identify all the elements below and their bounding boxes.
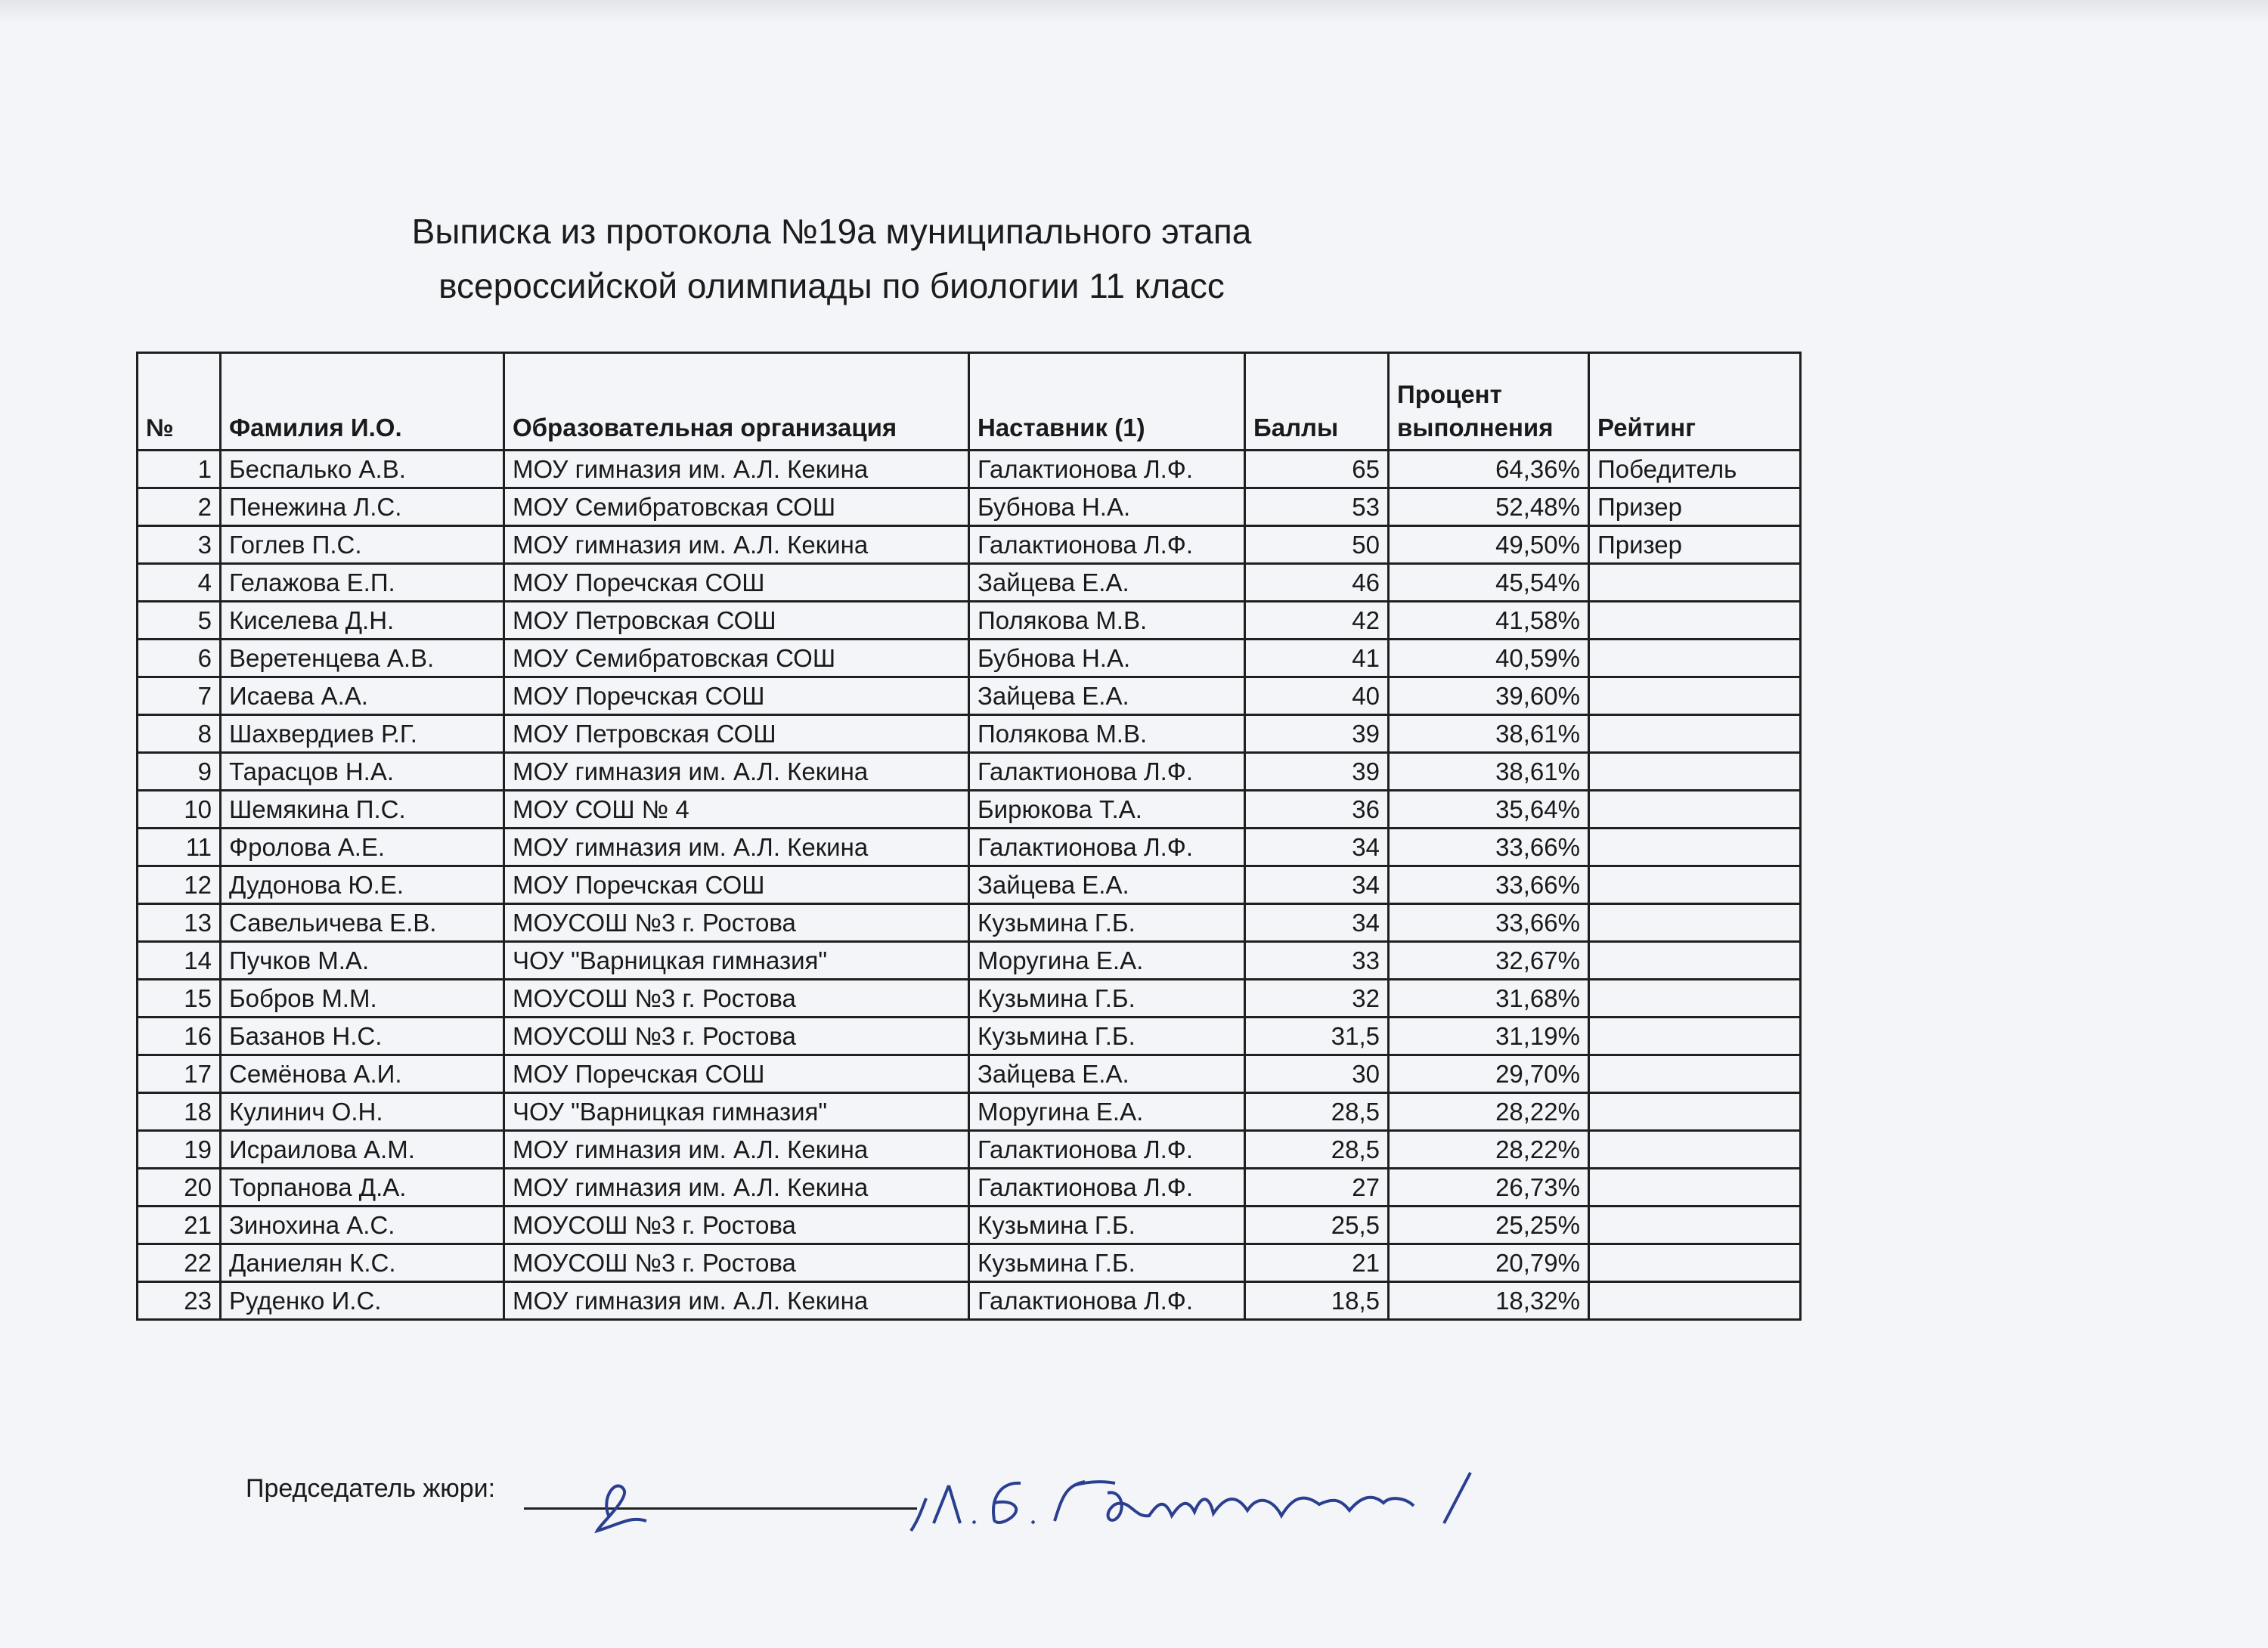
cell-score: 21 <box>1245 1244 1389 1282</box>
cell-mentor: Зайцева Е.А. <box>969 866 1245 904</box>
table-row <box>138 715 1801 753</box>
table-row <box>138 1131 1801 1169</box>
cell-name: Шахвердиев Р.Г. <box>221 715 504 753</box>
cell-num: 18 <box>138 1093 221 1131</box>
cell-mentor: Кузьмина Г.Б. <box>969 1244 1245 1282</box>
cell-name: Фролова А.Е. <box>221 829 504 866</box>
cell-mentor: Галактионова Л.Ф. <box>969 451 1245 488</box>
cell-percent: 26,73% <box>1389 1169 1589 1207</box>
table-row <box>138 866 1801 904</box>
cell-mentor: Моругина Е.А. <box>969 1093 1245 1131</box>
cell-score: 65 <box>1245 451 1389 488</box>
cell-percent: 52,48% <box>1389 488 1589 526</box>
cell-name: Шемякина П.С. <box>221 791 504 829</box>
cell-org: МОУ Поречская СОШ <box>504 866 969 904</box>
cell-percent: 33,66% <box>1389 829 1589 866</box>
cell-rating: Призер <box>1589 526 1801 564</box>
cell-rating <box>1589 1093 1801 1131</box>
cell-org: МОУ гимназия им. А.Л. Кекина <box>504 451 969 488</box>
table-row <box>138 980 1801 1018</box>
header-org: Образовательная организация <box>504 353 969 451</box>
cell-num: 6 <box>138 640 221 677</box>
cell-rating <box>1589 1169 1801 1207</box>
cell-mentor: Галактионова Л.Ф. <box>969 526 1245 564</box>
table-row <box>138 526 1801 564</box>
cell-mentor: Моругина Е.А. <box>969 942 1245 980</box>
handwritten-name <box>246 1451 1531 1542</box>
cell-name: Гоглев П.С. <box>221 526 504 564</box>
table-row <box>138 564 1801 602</box>
cell-rating <box>1589 1244 1801 1282</box>
cell-name: Дудонова Ю.Е. <box>221 866 504 904</box>
cell-rating: Призер <box>1589 488 1801 526</box>
cell-percent: 31,19% <box>1389 1018 1589 1055</box>
cell-org: МОУ гимназия им. А.Л. Кекина <box>504 1131 969 1169</box>
cell-name: Исраилова А.М. <box>221 1131 504 1169</box>
cell-score: 53 <box>1245 488 1389 526</box>
cell-name: Гелажова Е.П. <box>221 564 504 602</box>
signature-block <box>246 1451 1531 1542</box>
cell-org: МОУ Поречская СОШ <box>504 677 969 715</box>
cell-num: 8 <box>138 715 221 753</box>
table-row <box>138 753 1801 791</box>
cell-score: 39 <box>1245 715 1389 753</box>
cell-percent: 20,79% <box>1389 1244 1589 1282</box>
cell-num: 2 <box>138 488 221 526</box>
cell-mentor: Зайцева Е.А. <box>969 1055 1245 1093</box>
header-name: Фамилия И.О. <box>221 353 504 451</box>
table-row <box>138 1244 1801 1282</box>
cell-percent: 38,61% <box>1389 715 1589 753</box>
table-header-row <box>138 353 1801 451</box>
cell-percent: 64,36% <box>1389 451 1589 488</box>
cell-mentor: Галактионова Л.Ф. <box>969 1282 1245 1320</box>
cell-org: ЧОУ "Варницкая гимназия" <box>504 942 969 980</box>
cell-rating <box>1589 753 1801 791</box>
cell-score: 34 <box>1245 829 1389 866</box>
cell-score: 25,5 <box>1245 1207 1389 1244</box>
table-row <box>138 488 1801 526</box>
cell-percent: 31,68% <box>1389 980 1589 1018</box>
cell-num: 11 <box>138 829 221 866</box>
cell-percent: 39,60% <box>1389 677 1589 715</box>
cell-name: Бобров М.М. <box>221 980 504 1018</box>
cell-num: 21 <box>138 1207 221 1244</box>
cell-num: 13 <box>138 904 221 942</box>
table-body <box>138 451 1801 1320</box>
cell-rating <box>1589 1131 1801 1169</box>
cell-rating <box>1589 564 1801 602</box>
header-rating: Рейтинг <box>1589 353 1801 451</box>
cell-org: МОУ гимназия им. А.Л. Кекина <box>504 1169 969 1207</box>
table-row <box>138 791 1801 829</box>
cell-org: МОУСОШ №3 г. Ростова <box>504 980 969 1018</box>
header-num: № <box>138 353 221 451</box>
cell-rating <box>1589 640 1801 677</box>
signature-label: Председатель жюри: <box>246 1474 496 1503</box>
cell-score: 50 <box>1245 526 1389 564</box>
cell-org: МОУСОШ №3 г. Ростова <box>504 1018 969 1055</box>
cell-percent: 18,32% <box>1389 1282 1589 1320</box>
cell-percent: 29,70% <box>1389 1055 1589 1093</box>
cell-percent: 33,66% <box>1389 866 1589 904</box>
cell-rating: Победитель <box>1589 451 1801 488</box>
cell-org: МОУСОШ №3 г. Ростова <box>504 1207 969 1244</box>
table-row <box>138 942 1801 980</box>
table-row <box>138 829 1801 866</box>
cell-name: Тарасцов Н.А. <box>221 753 504 791</box>
cell-org: МОУ Поречская СОШ <box>504 1055 969 1093</box>
cell-score: 42 <box>1245 602 1389 640</box>
cell-score: 28,5 <box>1245 1131 1389 1169</box>
table-row <box>138 1093 1801 1131</box>
cell-score: 27 <box>1245 1169 1389 1207</box>
cell-mentor: Бубнова Н.А. <box>969 488 1245 526</box>
cell-num: 23 <box>138 1282 221 1320</box>
cell-org: МОУСОШ №3 г. Ростова <box>504 904 969 942</box>
cell-rating <box>1589 677 1801 715</box>
cell-name: Зинохина А.С. <box>221 1207 504 1244</box>
cell-org: МОУ гимназия им. А.Л. Кекина <box>504 1282 969 1320</box>
cell-mentor: Полякова М.В. <box>969 602 1245 640</box>
cell-org: МОУ гимназия им. А.Л. Кекина <box>504 526 969 564</box>
cell-num: 3 <box>138 526 221 564</box>
cell-num: 16 <box>138 1018 221 1055</box>
cell-num: 17 <box>138 1055 221 1093</box>
cell-score: 39 <box>1245 753 1389 791</box>
cell-score: 31,5 <box>1245 1018 1389 1055</box>
cell-org: МОУ Семибратовская СОШ <box>504 640 969 677</box>
cell-name: Базанов Н.С. <box>221 1018 504 1055</box>
cell-percent: 28,22% <box>1389 1093 1589 1131</box>
table-row <box>138 1055 1801 1093</box>
cell-rating <box>1589 715 1801 753</box>
cell-name: Пенежина Л.С. <box>221 488 504 526</box>
table-row <box>138 904 1801 942</box>
cell-num: 15 <box>138 980 221 1018</box>
results-table <box>136 352 1802 1321</box>
cell-score: 33 <box>1245 942 1389 980</box>
cell-rating <box>1589 829 1801 866</box>
cell-rating <box>1589 602 1801 640</box>
cell-rating <box>1589 942 1801 980</box>
header-percent-line1: Процент <box>1397 380 1502 408</box>
table-row <box>138 1282 1801 1320</box>
cell-num: 4 <box>138 564 221 602</box>
cell-rating <box>1589 904 1801 942</box>
cell-score: 46 <box>1245 564 1389 602</box>
cell-name: Беспалько А.В. <box>221 451 504 488</box>
cell-percent: 40,59% <box>1389 640 1589 677</box>
table-row <box>138 1169 1801 1207</box>
title-line-2: всероссийской олимпиады по биологии 11 класс <box>438 266 1225 305</box>
cell-mentor: Кузьмина Г.Б. <box>969 904 1245 942</box>
cell-num: 20 <box>138 1169 221 1207</box>
cell-mentor: Галактионова Л.Ф. <box>969 1169 1245 1207</box>
cell-rating <box>1589 1055 1801 1093</box>
table-row <box>138 1018 1801 1055</box>
cell-name: Веретенцева А.В. <box>221 640 504 677</box>
cell-num: 14 <box>138 942 221 980</box>
cell-mentor: Галактионова Л.Ф. <box>969 829 1245 866</box>
cell-org: МОУ Семибратовская СОШ <box>504 488 969 526</box>
cell-rating <box>1589 866 1801 904</box>
cell-org: МОУ Поречская СОШ <box>504 564 969 602</box>
cell-rating <box>1589 980 1801 1018</box>
table-row <box>138 640 1801 677</box>
cell-name: Исаева А.А. <box>221 677 504 715</box>
cell-rating <box>1589 1018 1801 1055</box>
cell-percent: 38,61% <box>1389 753 1589 791</box>
cell-mentor: Бирюкова Т.А. <box>969 791 1245 829</box>
table-row <box>138 602 1801 640</box>
cell-mentor: Полякова М.В. <box>969 715 1245 753</box>
cell-score: 36 <box>1245 791 1389 829</box>
cell-score: 40 <box>1245 677 1389 715</box>
cell-mentor: Кузьмина Г.Б. <box>969 980 1245 1018</box>
cell-percent: 33,66% <box>1389 904 1589 942</box>
table-row <box>138 677 1801 715</box>
cell-score: 28,5 <box>1245 1093 1389 1131</box>
header-score: Баллы <box>1245 353 1389 451</box>
cell-percent: 45,54% <box>1389 564 1589 602</box>
cell-percent: 28,22% <box>1389 1131 1589 1169</box>
cell-name: Руденко И.С. <box>221 1282 504 1320</box>
cell-num: 9 <box>138 753 221 791</box>
title-line-1: Выписка из протокола №19а муниципального этапа <box>411 212 1252 251</box>
cell-num: 1 <box>138 451 221 488</box>
cell-mentor: Галактионова Л.Ф. <box>969 753 1245 791</box>
cell-score: 18,5 <box>1245 1282 1389 1320</box>
scan-edge-shadow <box>0 0 2268 23</box>
cell-mentor: Бубнова Н.А. <box>969 640 1245 677</box>
cell-score: 34 <box>1245 904 1389 942</box>
table-row <box>138 451 1801 488</box>
cell-name: Савельичева Е.В. <box>221 904 504 942</box>
cell-mentor: Зайцева Е.А. <box>969 677 1245 715</box>
cell-score: 41 <box>1245 640 1389 677</box>
cell-name: Торпанова Д.А. <box>221 1169 504 1207</box>
cell-percent: 25,25% <box>1389 1207 1589 1244</box>
cell-name: Семёнова А.И. <box>221 1055 504 1093</box>
cell-num: 7 <box>138 677 221 715</box>
header-mentor: Наставник (1) <box>969 353 1245 451</box>
table-row <box>138 1207 1801 1244</box>
document-title <box>302 204 1361 313</box>
cell-org: ЧОУ "Варницкая гимназия" <box>504 1093 969 1131</box>
cell-name: Кулинич О.Н. <box>221 1093 504 1131</box>
cell-rating <box>1589 1207 1801 1244</box>
cell-percent: 41,58% <box>1389 602 1589 640</box>
cell-name: Киселева Д.Н. <box>221 602 504 640</box>
cell-num: 5 <box>138 602 221 640</box>
cell-mentor: Кузьмина Г.Б. <box>969 1207 1245 1244</box>
cell-score: 34 <box>1245 866 1389 904</box>
cell-percent: 35,64% <box>1389 791 1589 829</box>
cell-org: МОУ СОШ № 4 <box>504 791 969 829</box>
cell-rating <box>1589 791 1801 829</box>
cell-num: 10 <box>138 791 221 829</box>
cell-score: 30 <box>1245 1055 1389 1093</box>
cell-num: 22 <box>138 1244 221 1282</box>
cell-org: МОУ Петровская СОШ <box>504 602 969 640</box>
cell-mentor: Галактионова Л.Ф. <box>969 1131 1245 1169</box>
cell-org: МОУ Петровская СОШ <box>504 715 969 753</box>
header-percent <box>1389 353 1589 451</box>
cell-num: 12 <box>138 866 221 904</box>
cell-percent: 32,67% <box>1389 942 1589 980</box>
cell-org: МОУ гимназия им. А.Л. Кекина <box>504 753 969 791</box>
cell-num: 19 <box>138 1131 221 1169</box>
cell-org: МОУСОШ №3 г. Ростова <box>504 1244 969 1282</box>
header-percent-line2: выполнения <box>1397 414 1554 441</box>
cell-score: 32 <box>1245 980 1389 1018</box>
cell-name: Пучков М.А. <box>221 942 504 980</box>
cell-mentor: Кузьмина Г.Б. <box>969 1018 1245 1055</box>
cell-org: МОУ гимназия им. А.Л. Кекина <box>504 829 969 866</box>
cell-name: Даниелян К.С. <box>221 1244 504 1282</box>
cell-rating <box>1589 1282 1801 1320</box>
cell-percent: 49,50% <box>1389 526 1589 564</box>
cell-mentor: Зайцева Е.А. <box>969 564 1245 602</box>
